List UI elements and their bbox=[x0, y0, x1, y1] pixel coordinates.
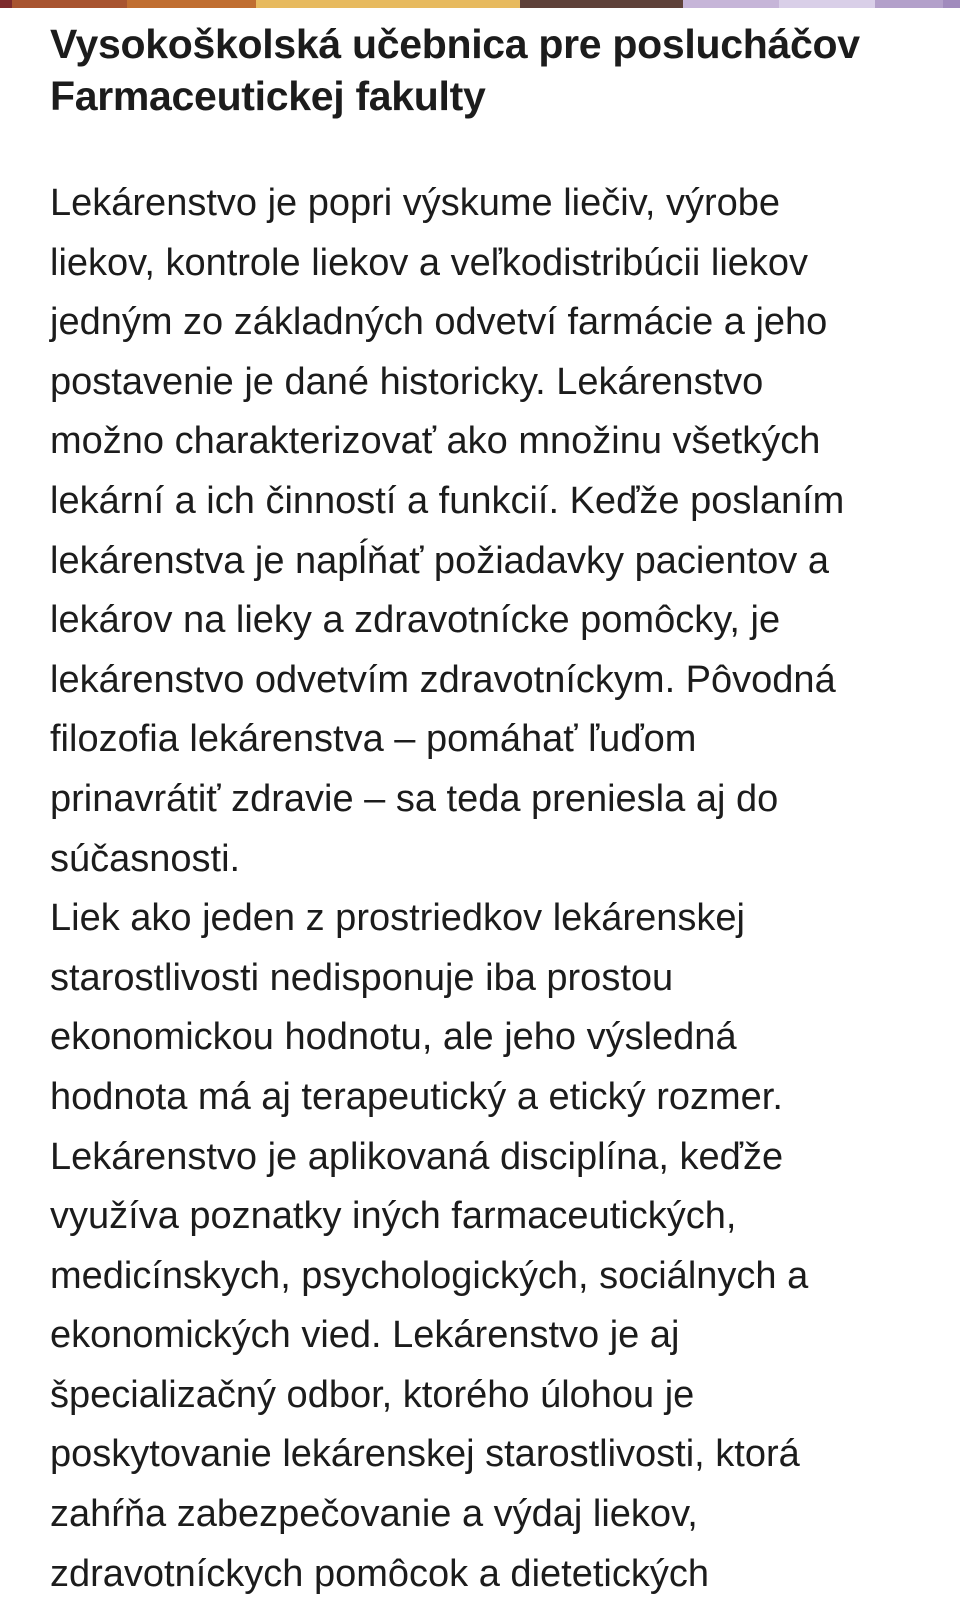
body-text-line: Lekárenstvo je popri výskume liečiv, výrobe bbox=[50, 182, 781, 224]
body-text-line: možno charakterizovať ako množinu všetkých bbox=[50, 420, 821, 463]
body-text-line: liekov, kontrole liekov a veľkodistribúcii liekov bbox=[50, 241, 809, 284]
body-text-line: medicínskych, psychologických, sociálnych a bbox=[50, 1254, 809, 1297]
body-text-line: jedným zo základných odvetví farmácie a jeho bbox=[50, 301, 828, 344]
body-text-line: lekárenstva je napĺňať požiadavky pacientov a bbox=[50, 539, 829, 582]
paragraph bbox=[50, 174, 910, 889]
body-text-line: prinavrátiť zdravie – sa teda preniesla aj do bbox=[50, 777, 779, 820]
cover-strip-segment bbox=[683, 0, 779, 8]
body-text-line: starostlivosti nedisponuje iba prostou bbox=[50, 956, 674, 999]
body-text-line: zahŕňa zabezpečovanie a výdaj liekov, bbox=[50, 1493, 698, 1536]
body-text-line: Lekárenstvo je aplikovaná disciplína, keďže bbox=[50, 1135, 784, 1178]
book-cover-strip bbox=[0, 0, 960, 8]
page-title-line: Farmaceutickej fakulty bbox=[50, 73, 486, 119]
cover-strip-segment bbox=[127, 0, 257, 8]
page-title bbox=[50, 18, 910, 122]
body-text-line: lekárenstvo odvetvím zdravotníckym. Pôvodná bbox=[50, 658, 836, 701]
body-text-line: súčasnosti. bbox=[50, 837, 241, 880]
body-text-line: postavenie je dané historicky. Lekárenstvo bbox=[50, 360, 764, 403]
cover-strip-segment bbox=[943, 0, 960, 8]
reader-page bbox=[0, 8, 960, 1604]
cover-strip-segment bbox=[12, 0, 127, 8]
body-text-line: zdravotníckych pomôcok a dietetických bbox=[50, 1552, 709, 1595]
body-text bbox=[50, 174, 910, 1604]
cover-strip-segment bbox=[779, 0, 875, 8]
cover-strip-segment bbox=[256, 0, 520, 8]
body-text-line: lekárov na lieky a zdravotnícke pomôcky, je bbox=[50, 599, 781, 642]
body-text-line: využíva poznatky iných farmaceutických, bbox=[50, 1195, 737, 1238]
cover-strip-segment bbox=[520, 0, 683, 8]
body-text-line: lekární a ich činností a funkcií. Keďže poslaním bbox=[50, 479, 845, 522]
body-text-line: Liek ako jeden z prostriedkov lekárenskej bbox=[50, 897, 745, 940]
page-title-line: Vysokoškolská učebnica pre poslucháčov bbox=[50, 21, 860, 67]
body-text-line: filozofia lekárenstva – pomáhať ľuďom bbox=[50, 718, 697, 761]
body-text-line: hodnota má aj terapeutický a etický rozmer. bbox=[50, 1075, 783, 1118]
body-text-line: ekonomických vied. Lekárenstvo je aj bbox=[50, 1314, 680, 1357]
cover-strip-segment bbox=[0, 0, 12, 8]
body-text-line: poskytovanie lekárenskej starostlivosti, ktorá bbox=[50, 1433, 800, 1476]
body-text-line: špecializačný odbor, ktorého úlohou je bbox=[50, 1373, 695, 1416]
body-text-line: ekonomickou hodnotu, ale jeho výsledná bbox=[50, 1016, 737, 1059]
paragraph bbox=[50, 889, 910, 1604]
cover-strip-segment bbox=[875, 0, 942, 8]
